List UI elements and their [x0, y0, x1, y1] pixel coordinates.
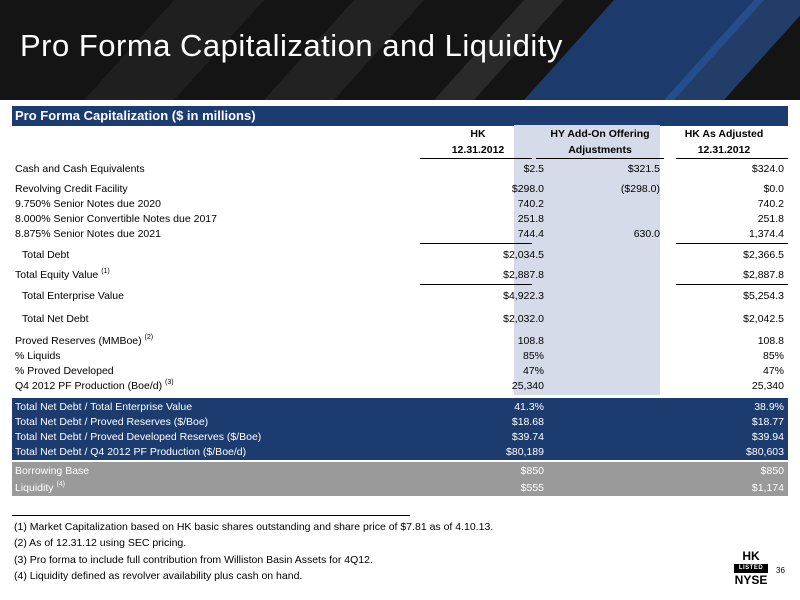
row-label-text: Q4 2012 PF Production (Boe/d) [15, 380, 163, 392]
ratio-row [12, 415, 788, 430]
row-label: Borrowing Base [15, 465, 90, 477]
row-label [15, 379, 174, 394]
table-row [12, 212, 788, 227]
footnote: (1) Market Capitalization based on HK basic shares outstanding and share price of $7.81 as of 4.10.13. [14, 521, 494, 533]
cell-as-adjusted: 251.8 [757, 213, 784, 225]
table-row [12, 227, 788, 242]
cell-hk: $80,189 [506, 446, 544, 458]
cell-hk: $39.74 [511, 431, 544, 443]
cell-hk: 25,340 [511, 380, 544, 392]
cell-as-adjusted: 108.8 [757, 335, 784, 347]
cell-adjustment: 630.0 [633, 228, 660, 240]
row-label: Total Net Debt / Q4 2012 PF Production ($/Boe/d) [15, 446, 247, 458]
logo-exchange: NYSE [734, 573, 768, 587]
row-label: 8.875% Senior Notes due 2021 [15, 228, 161, 240]
table-row [12, 162, 788, 177]
row-label-text: Total Equity Value [15, 269, 99, 281]
column-header-as-adjusted: HK As Adjusted [684, 128, 764, 140]
footnote: (4) Liquidity defined as revolver availability plus cash on hand. [14, 569, 303, 582]
row-label: Total Enterprise Value [22, 290, 124, 302]
cell-as-adjusted: $80,603 [746, 446, 784, 458]
cell-as-adjusted: 38.9% [754, 401, 784, 413]
table-row-total [12, 312, 788, 327]
liquidity-row [12, 464, 788, 479]
row-label: Total Debt [22, 249, 70, 261]
cell-hk: $850 [520, 465, 544, 477]
cell-as-adjusted: 25,340 [751, 380, 784, 392]
row-label-text: Liquidity [15, 482, 54, 494]
cell-hk: 41.3% [514, 401, 544, 413]
cell-as-adjusted: $2,366.5 [743, 249, 784, 261]
table-row [12, 334, 788, 349]
logo-listed: LISTED [734, 564, 768, 573]
cell-as-adjusted: $39.94 [751, 431, 784, 443]
cell-as-adjusted: 47% [762, 365, 784, 377]
table-row-total [12, 248, 788, 263]
cell-hk: 108.8 [517, 335, 544, 347]
footnote-ref: (3) [165, 379, 174, 386]
row-label: % Proved Developed [15, 365, 114, 377]
footnote-ref: (2) [144, 334, 154, 341]
cell-as-adjusted: $0.0 [763, 183, 784, 195]
table-section-header: Pro Forma Capitalization ($ in millions) [12, 106, 788, 126]
table-row-total [12, 289, 788, 304]
table-row [12, 364, 788, 379]
header-underline [536, 158, 664, 159]
cell-as-adjusted: $850 [760, 465, 784, 477]
footnote-ref: (4) [56, 481, 66, 488]
subtotal-rule [676, 284, 788, 285]
cell-hk: 744.4 [517, 228, 544, 240]
column-header-adjustments: HY Add-On Offering [550, 128, 650, 140]
ratio-row [12, 430, 788, 445]
subtotal-rule [420, 243, 532, 244]
row-label: Total Net Debt [22, 313, 89, 325]
cell-hk: 251.8 [517, 213, 544, 225]
subtotal-rule [420, 284, 532, 285]
row-label: Total Net Debt / Total Enterprise Value [15, 401, 193, 413]
table-row [12, 268, 788, 283]
cell-hk: 740.2 [517, 198, 544, 210]
cell-hk: $2.5 [523, 163, 544, 175]
cell-as-adjusted: 85% [762, 350, 784, 362]
slide-title: Pro Forma Capitalization and Liquidity [20, 28, 563, 63]
table-row [12, 349, 788, 364]
footnotes [14, 519, 493, 584]
row-label: % Liquids [15, 350, 61, 362]
cell-as-adjusted: $2,042.5 [743, 313, 784, 325]
nyse-listed-logo [734, 550, 768, 587]
row-label: Cash and Cash Equivalents [15, 163, 145, 175]
row-label: Revolving Credit Facility [15, 183, 128, 195]
row-label-text: Proved Reserves (MMBoe) [15, 335, 142, 347]
column-header-hk: HK [470, 128, 486, 140]
ratio-row [12, 445, 788, 460]
cell-hk: $298.0 [511, 183, 544, 195]
cell-hk: $2,034.5 [503, 249, 544, 261]
header-underline [420, 158, 532, 159]
cell-hk: 85% [522, 350, 544, 362]
footnote: (2) As of 12.31.12 using SEC pricing. [14, 537, 187, 550]
table-row [12, 197, 788, 212]
row-label: Total Net Debt / Proved Developed Reserves ($/Boe) [15, 431, 262, 443]
cell-hk: $555 [520, 482, 544, 494]
cell-as-adjusted: $2,887.8 [743, 269, 784, 281]
cell-hk: $4,922.3 [503, 290, 544, 302]
row-label: 9.750% Senior Notes due 2020 [15, 198, 161, 210]
cell-as-adjusted: 1,374.4 [748, 228, 784, 240]
row-label: 8.000% Senior Convertible Notes due 2017 [15, 213, 217, 225]
ratio-row [12, 400, 788, 415]
slide-header [0, 0, 800, 100]
table-row [12, 182, 788, 197]
cell-as-adjusted: $1,174 [751, 482, 784, 494]
footnote-ref: (1) [101, 268, 110, 275]
cell-hk: 47% [522, 365, 544, 377]
row-label: Total Net Debt / Proved Reserves ($/Boe) [15, 416, 209, 428]
cell-hk: $2,032.0 [503, 313, 544, 325]
column-header-hk-date: 12.31.2012 [451, 144, 505, 156]
subtotal-rule [676, 243, 788, 244]
row-label [15, 481, 65, 496]
cell-as-adjusted: $5,254.3 [743, 290, 784, 302]
header-underline [676, 158, 788, 159]
column-header-as-adjusted-date: 12.31.2012 [697, 144, 751, 156]
table-row [12, 379, 788, 394]
cell-hk: $18.68 [511, 416, 544, 428]
cell-hk: $2,887.8 [503, 269, 544, 281]
logo-ticker: HK [742, 549, 760, 563]
row-label [15, 334, 153, 349]
footnote: (3) Pro forma to include full contribution from Williston Basin Assets for 4Q12. [14, 553, 373, 566]
cell-adjustment: $321.5 [627, 163, 660, 175]
cell-as-adjusted: 740.2 [757, 198, 784, 210]
row-label [15, 268, 110, 283]
page-number: 36 [776, 566, 785, 575]
liquidity-row [12, 481, 788, 496]
cell-as-adjusted: $18.77 [751, 416, 784, 428]
footnote-divider [12, 515, 410, 516]
column-header-adjustments-sub: Adjustments [568, 144, 632, 156]
cell-as-adjusted: $324.0 [751, 163, 784, 175]
cell-adjustment: ($298.0) [620, 183, 660, 195]
